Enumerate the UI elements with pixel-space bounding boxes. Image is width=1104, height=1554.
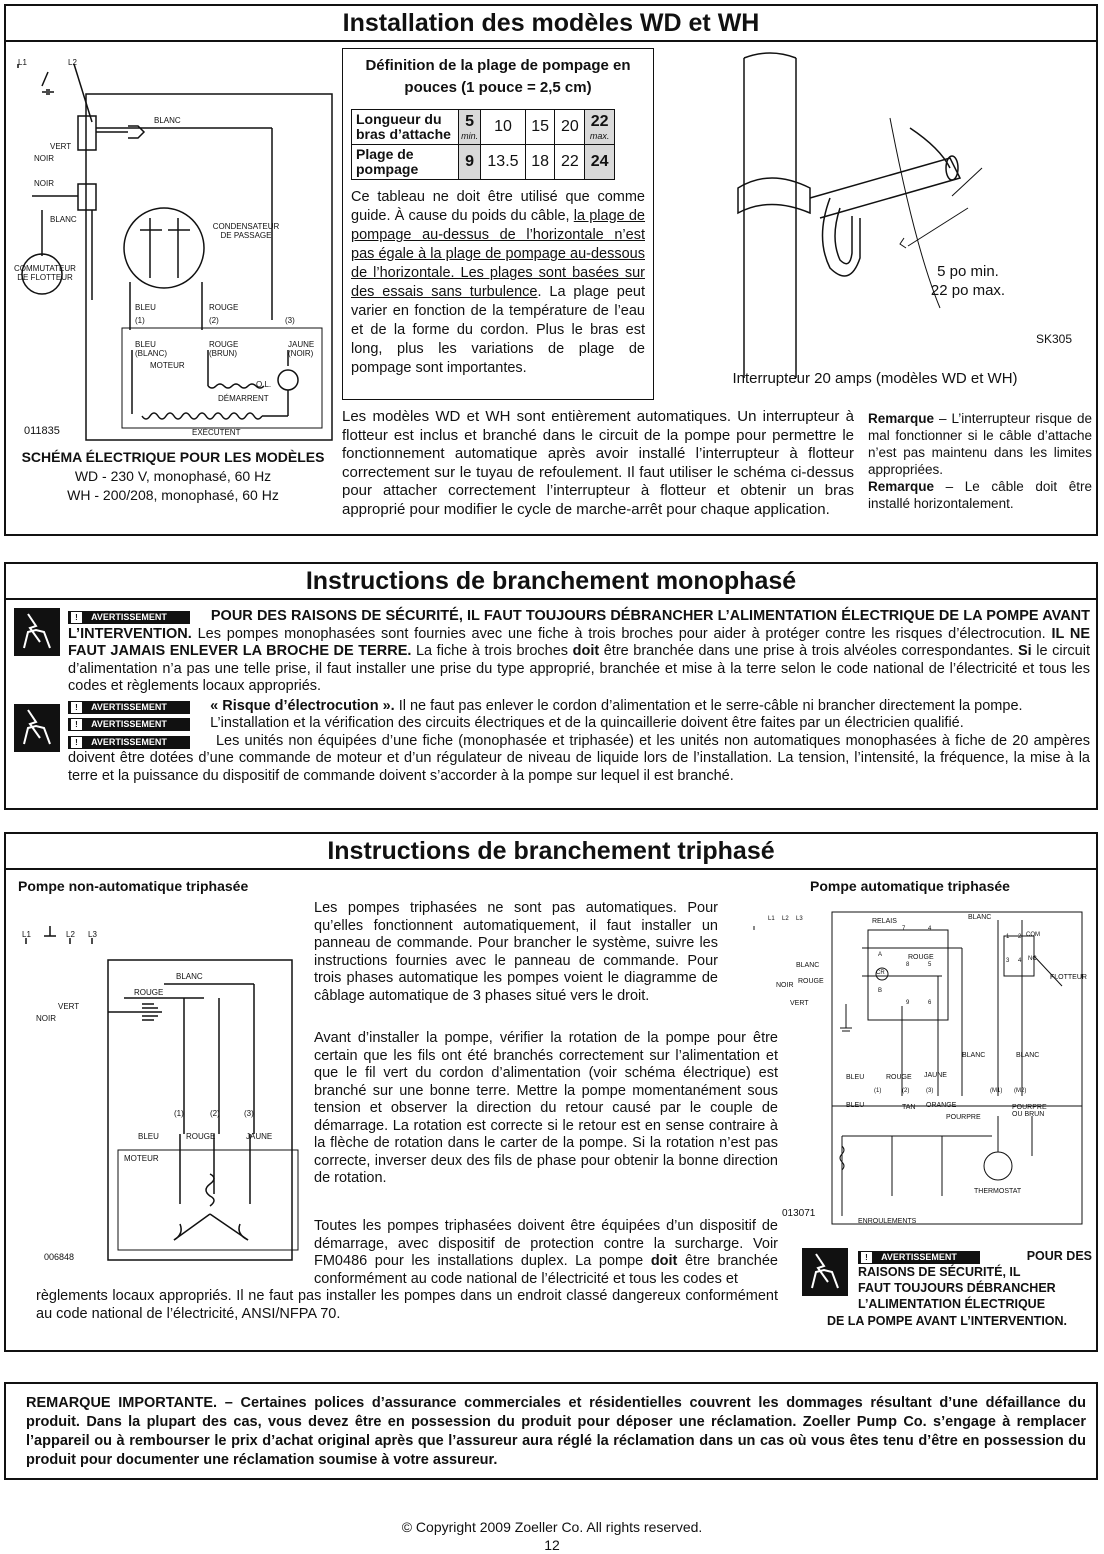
label-b: B [878, 988, 883, 994]
label-n2: (2) [209, 316, 219, 325]
copyright: © Copyright 2009 Zoeller Co. All rights reserved. [401, 1519, 703, 1535]
table-cell: 22 max. [585, 110, 615, 145]
label-bleu: BLEU [846, 1074, 865, 1081]
installation-body-text: Les modèles WD et WH sont entièrement automatiques. Un interrupteur à flotteur est inclus et branché dans le circuit de la pompe pour permettre le fonctionnement automatique après avoir installé l’interrupteur à flotteur correctement sur le tuyau de refoulement. Il faut utiliser le schéma ci-dessus pour attacher correctement l’interrupteur à flotteur et obtenir un bras approprié pour modifier le cycle de marche-arrêt pour chaque application. [342, 408, 854, 518]
figure-code: SK305 [1036, 332, 1073, 346]
label-moteur: MOTEUR [150, 361, 185, 370]
label-pourpre-brun: POURPRE OU BRUN [1012, 1104, 1047, 1118]
label-n3: (3) [926, 1088, 934, 1094]
single-phase-warning-block [68, 608, 1090, 785]
footer [0, 1518, 1104, 1554]
warning-badge: ! AVERTISSEMENT [68, 718, 190, 731]
page-number: 12 [544, 1537, 560, 1553]
label-rouge: ROUGE [798, 978, 824, 985]
label-noir: NOIR [36, 1014, 56, 1023]
warning-icon: ! [71, 702, 82, 713]
label-rouge: ROUGE [908, 954, 934, 961]
table-cell: 10 [481, 110, 526, 145]
figure-caption: Interrupteur 20 amps (modèles WD et WH) [732, 370, 1018, 387]
label-vert: VERT [58, 1002, 80, 1011]
label-jaune: JAUNE [924, 1072, 947, 1079]
label-n1: (1) [135, 316, 145, 325]
schema-caption [12, 448, 334, 505]
label-m1: (M1) [990, 1088, 1003, 1094]
warning-badge: ! AVERTISSEMENT [68, 611, 190, 624]
label-bleu: BLEU [846, 1102, 865, 1109]
label-noir: NOIR [34, 179, 54, 188]
warning-icon: ! [71, 719, 82, 730]
diagram-code: 011835 [24, 425, 60, 437]
label-enroulements: ENROULEMENTS [858, 1218, 917, 1225]
label-c7: 7 [902, 926, 906, 932]
section-three-phase [4, 832, 1098, 1352]
section-title: Installation des modèles WD et WH [6, 6, 1096, 42]
label-bleu: BLEU [138, 1132, 159, 1141]
label-noir: NOIR [34, 154, 54, 163]
label-rouge: ROUGE [186, 1132, 216, 1141]
label-tan: TAN [902, 1104, 916, 1111]
warning-paragraph: ! AVERTISSEMENT Les unités non équipées d’une fiche (monophasée et triphasée) et les unités non automatiques monophasées à fiche de 20 ampères doivent être dotées d’une commande de moteur et d’un régulateur de niveau de liquide lors de l’installation. La tension, l’intensité, la fréquence, la mise à la terre et la puissance du dispositif de commande doivent s’accorder à la pompe sur lequel il est branché. [68, 732, 1090, 784]
label-rouge: ROUGE [209, 303, 239, 312]
three-phase-manual-diagram [14, 904, 310, 1264]
label-n2: (2) [210, 1109, 220, 1118]
label-demarrent: DÉMARRENT [218, 394, 269, 403]
label-bleu: BLEU [135, 303, 156, 312]
important-notice [4, 1382, 1098, 1480]
label-blanc: BLANC [1016, 1052, 1040, 1059]
float-switch-figure [660, 48, 1090, 400]
three-phase-para-1: Les pompes triphasées ne sont pas automatiques. Pour qu’elles fonctionnent automatiquement, il faut installer un panneau de commande. Pour brancher le système, suivre les instructions fournies avec le panneau de commande. Pour trois phases automatique les pompes voient le diagramme de câblage automatique de 3 phases situé vers le droit. [314, 900, 718, 1004]
label-pourpre: POURPRE [946, 1114, 981, 1121]
label-l2: L2 [66, 930, 75, 939]
three-phase-warning: ! AVERTISSEMENT POUR DES RAISONS DE SÉCURITÉ, IL FAUT TOUJOURS DÉBRANCHER L’ALIMENTATION ÉLECTRIQUE [858, 1249, 1092, 1311]
three-phase-auto-diagram [742, 896, 1092, 1226]
label-m2: (M2) [1014, 1088, 1027, 1094]
table-row [352, 110, 615, 145]
warning-icon: ! [71, 737, 82, 748]
table-cell: 13.5 [481, 145, 526, 180]
label-c9: 9 [906, 1000, 910, 1006]
label-vert: VERT [790, 1000, 809, 1007]
label-blanc: BLANC [962, 1052, 986, 1059]
label-l1: L1 [768, 916, 775, 922]
shock-hazard-icon [14, 704, 60, 752]
table-cell: 18 [525, 145, 555, 180]
table-cell: 22 [555, 145, 585, 180]
label-jaune: JAUNE [246, 1132, 273, 1141]
label-condensateur: CONDENSATEUR DE PASSAGE [212, 222, 280, 240]
notice-text: REMARQUE IMPORTANTE. – Certaines polices d’assurance commerciales et résidentielles couvrent les dommages résultant d’une défaillance du produit. Dans la plupart des cas, vous devez être en possession du produit pour déposer une réclamation. Zoeller Pump Co. s’engage à remplacer l’appareil ou à rembourser le prix d’achat original après que l’assureur aura réglé la réclamation dans un cas où vous êtes tenu d’être en possession du produit pour documenter une réclamation soumise à votre assureur. [26, 1395, 1086, 1468]
label-blanc: BLANC [154, 116, 181, 125]
table-cell: 15 [525, 110, 555, 145]
label-nc: NC [1028, 956, 1037, 962]
label-jaune-noir: JAUNE (NOIR) [288, 340, 315, 358]
label-n3: (3) [285, 316, 295, 325]
table-cell: 5 min. [459, 110, 481, 145]
three-phase-para-3: Toutes les pompes triphasées doivent être équipées d’un dispositif de démarrage, avec dispositif de protection contre la surcharge. Voir FM0486 pour les installations duplex. La pompe doit être branchée conformément au code national de l’électricité et tous les codes et [314, 1218, 779, 1287]
diagram-code: 006848 [44, 1252, 75, 1262]
label-commutateur: COMMUTATEUR DE FLOTTEUR [14, 264, 76, 282]
label-blanc: BLANC [50, 215, 77, 224]
shock-hazard-icon [802, 1248, 848, 1296]
label-l1: L1 [18, 58, 27, 67]
label-l2: L2 [782, 916, 789, 922]
section-single-phase [4, 562, 1098, 810]
label-a: A [878, 952, 883, 958]
label-l3: L3 [88, 930, 97, 939]
label-c4: 4 [928, 926, 932, 932]
label-c3: 3 [1006, 958, 1010, 964]
schema-caption-line1: WD - 230 V, monophasé, 60 Hz [74, 468, 272, 484]
three-phase-warning-last: DE LA POMPE AVANT L’INTERVENTION. [826, 1314, 1068, 1328]
remarks [868, 410, 1092, 512]
pump-range-text: Ce tableau ne doit être utilisé que comme guide. À cause du poids du câble, la plage de pompage au-dessus de l’horizontale n’est pas égale à la plage de pompage au-dessous de l’horizontale. Les plages sont basées sur des essais sans turbulence. La plage peut varier en fonction de la température de l’eau et de la forme du cordon. Plus le bras est long, plus les variations de plage de pompage sont importantes. [351, 189, 646, 376]
section-installation [4, 4, 1098, 536]
table-cell: 24 [585, 145, 615, 180]
warning-paragraph: ! AVERTISSEMENT « Risque d’électrocution ». Il ne faut pas enlever le cordon d’alimentation et le serre-câble ni brancher directement la pompe. [68, 698, 1090, 716]
three-phase-para-2: Avant d’installer la pompe, vérifier la rotation de la pompe pour être certain que les fils ont été branchés correctement sur l’alimentation et que le fil vert du cordon d’alimentation (voir schéma électrique) est branché sur une bonne terre. Mettre la pompe momentanément sous tension et observer la direction du retour causé par le couple de démarrage. La rotation est correcte si le retour est en sense contraire à la flèche de rotation dans le carter de la pompe. Si la rotation n’est pas correcte, inverser deux des fils de phase pour obtenir la bonne direction de rotation. [314, 1030, 778, 1186]
label-relais: RELAIS [872, 918, 897, 925]
label-n3: (3) [244, 1109, 254, 1118]
label-noir: NOIR [776, 982, 794, 989]
warning-badge: ! AVERTISSEMENT [858, 1251, 980, 1264]
label-l3: L3 [796, 916, 803, 922]
pump-range-table [351, 109, 615, 180]
row-label: Plage de pompage [352, 145, 459, 180]
remark-1: Remarque – L’interrupteur risque de mal fonctionner si le câble d’attache n’est pas maintenu dans les limites appropriées. [868, 411, 1092, 477]
label-c2: 2 [1018, 934, 1022, 940]
label-n1: (1) [874, 1088, 882, 1094]
label-orange: ORANGE [926, 1102, 957, 1109]
warning-badge: ! AVERTISSEMENT [68, 701, 190, 714]
schema-caption-line2: WH - 200/208, monophasé, 60 Hz [67, 487, 279, 503]
label-moteur: MOTEUR [124, 1154, 159, 1163]
label-l2: L2 [68, 58, 77, 67]
warning-paragraph: ! AVERTISSEMENT POUR DES RAISONS DE SÉCURITÉ, IL FAUT TOUJOURS DÉBRANCHER L’ALIMENTATION ÉLECTRIQUE DE LA POMPE AVANT L’INTERVENTION. Les pompes monophasées sont fournies avec une fiche à trois broches pour aider à protéger contre les risques d’électrocution. IL NE FAUT JAMAIS ENLEVER LA BROCHE DE TERRE. La fiche à trois broches doit être branchée dans une prise à trois alvéoles correspondantes. Si le circuit d’alimentation n’a pas une telle prise, il faut installer une prise du type approprié, branchée et mise à la terre selon le code national de l’électricité et tous les codes et règlements locaux appropriés. [68, 608, 1091, 694]
label-ol: O.L. [256, 380, 272, 389]
table-cell: 20 [555, 110, 585, 145]
label-executent: EXÉCUTENT [192, 428, 241, 437]
schema-caption-title: SCHÉMA ÉLECTRIQUE POUR LES MODÈLES [21, 449, 325, 465]
label-c6: 6 [928, 1000, 932, 1006]
diagram-code: 013071 [782, 1208, 816, 1219]
wiring-diagram-single-phase [12, 50, 334, 442]
shock-hazard-icon [14, 608, 60, 656]
label-rouge-brun: ROUGE (BRUN) [209, 340, 239, 358]
float-switch-graphic [660, 48, 1090, 378]
label-thermostat: THERMOSTAT [974, 1188, 1022, 1195]
section-title: Instructions de branchement triphasé [6, 834, 1096, 870]
pump-range-title: Définition de la plage de pompage en pouces (1 pouce = 2,5 cm) [365, 57, 631, 96]
label-c5: 5 [928, 962, 932, 968]
three-phase-manual-graphic [14, 904, 310, 1264]
three-phase-para-3-cont: règlements locaux appropriés. Il ne faut pas installer les pompes dans un endroit classé dangereux conformément au code national de l’électricité, ANSI/NFPA 70. [36, 1288, 778, 1322]
dimension-label: 5 po min. 22 po max. [930, 263, 1006, 299]
warning-badge: ! AVERTISSEMENT [68, 736, 190, 749]
label-rouge: ROUGE [886, 1074, 912, 1081]
left-diagram-title: Pompe non-automatique triphasée [18, 878, 249, 894]
section-title: Instructions de branchement monophasé [6, 564, 1096, 600]
wiring-schematic-graphic [12, 50, 334, 442]
label-n2: (2) [902, 1088, 910, 1094]
label-c1: 1 [1006, 934, 1010, 940]
label-l1: L1 [22, 930, 31, 939]
warning-icon: ! [861, 1252, 872, 1263]
label-rouge: ROUGE [134, 988, 164, 997]
right-diagram-title: Pompe automatique triphasée [810, 878, 1010, 894]
label-c8: 8 [906, 962, 910, 968]
label-blanc: BLANC [796, 962, 820, 969]
label-blanc: BLANC [176, 972, 203, 981]
warning-paragraph: ! AVERTISSEMENT L’installation et la vérification des circuits électriques et de la quincaillerie doivent être faites par un électricien qualifié. [68, 715, 1090, 733]
label-cr: CR [876, 970, 885, 976]
row-label: Longueur du bras d’attache [352, 110, 459, 145]
table-cell: 9 [459, 145, 481, 180]
warning-icon: ! [71, 612, 82, 623]
label-n1: (1) [174, 1109, 184, 1118]
three-phase-auto-graphic [742, 896, 1092, 1226]
label-vert: VERT [50, 142, 72, 151]
label-com: COM [1026, 932, 1040, 938]
table-row [352, 145, 615, 180]
label-blanc: BLANC [968, 914, 992, 921]
label-flotteur: FLOTTEUR [1050, 974, 1087, 981]
pump-range-box [342, 48, 654, 400]
label-c4b: 4 [1018, 958, 1022, 964]
remark-2: Remarque – Le câble doit être installé horizontalement. [868, 479, 1092, 511]
label-bleu-blanc: BLEU (BLANC) [135, 340, 168, 358]
